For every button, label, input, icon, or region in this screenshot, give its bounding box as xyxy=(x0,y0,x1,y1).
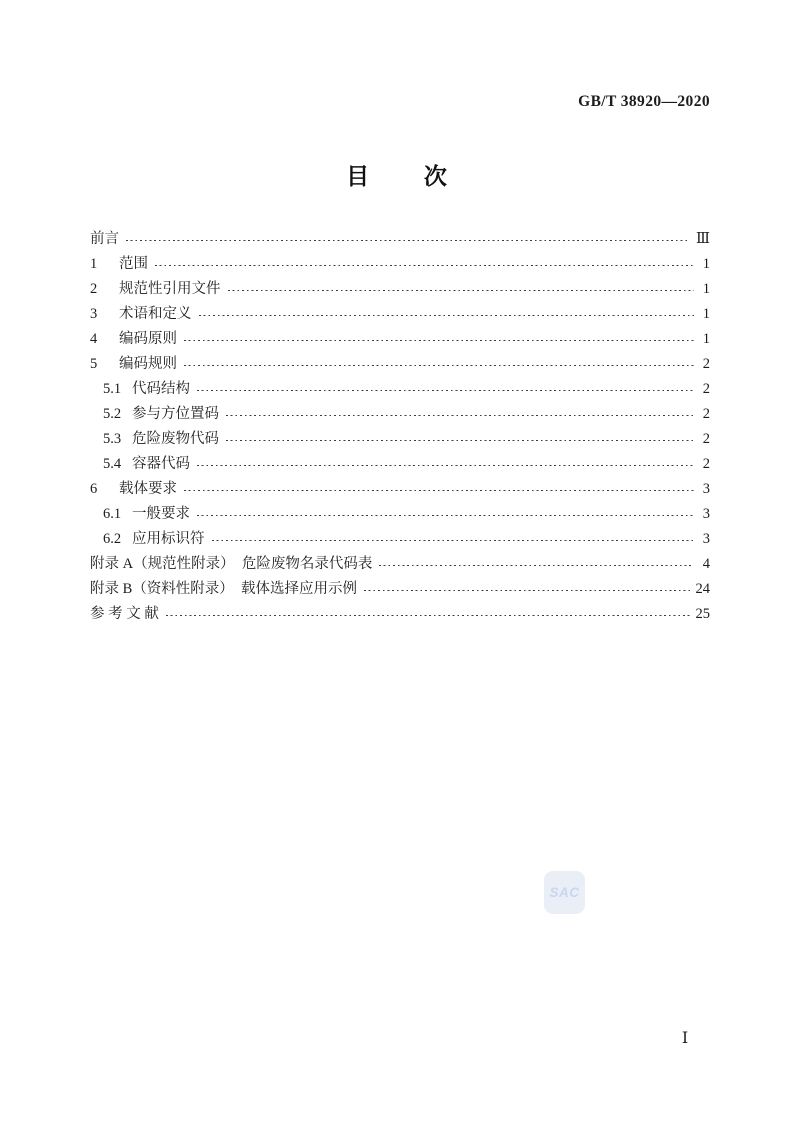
toc-entry xyxy=(90,452,710,477)
dot-leader xyxy=(212,540,695,542)
toc-entry xyxy=(90,427,710,452)
toc-entry-page: 25 xyxy=(695,606,710,622)
toc-entry-number: 6 xyxy=(90,481,98,497)
toc-entry-page: 1 xyxy=(702,306,710,322)
toc-entry-number: 6.2 xyxy=(103,531,122,547)
toc-entry-page: 2 xyxy=(702,431,710,447)
toc-entry-number: 5.1 xyxy=(103,381,122,397)
toc-entry-number: 2 xyxy=(90,281,98,297)
toc-entry-label: 一般要求 xyxy=(132,506,190,522)
toc-entry xyxy=(90,377,710,402)
dot-leader xyxy=(364,590,689,592)
toc-entry xyxy=(90,352,710,377)
toc-entry-label: 范围 xyxy=(119,256,148,272)
page-number: Ⅰ xyxy=(681,1030,689,1047)
toc-list xyxy=(90,227,710,627)
dot-leader xyxy=(379,565,694,567)
toc-entry xyxy=(90,327,710,352)
toc-title: 目 次 xyxy=(346,163,447,189)
toc-entry-number: 5.4 xyxy=(103,456,122,472)
dot-leader xyxy=(155,265,694,267)
toc-entry-page: Ⅲ xyxy=(696,231,710,247)
dot-leader xyxy=(197,390,694,392)
dot-leader xyxy=(184,340,694,342)
toc-entry-label: 编码规则 xyxy=(119,356,177,372)
toc-entry-label: 附录 B（资料性附录） 载体选择应用示例 xyxy=(90,581,358,597)
toc-entry-label: 附录 A（规范性附录） 危险废物名录代码表 xyxy=(90,556,373,572)
toc-entry-label: 危险废物代码 xyxy=(132,431,219,447)
toc-entry-label: 前言 xyxy=(90,231,119,247)
toc-entry-page: 2 xyxy=(702,456,710,472)
toc-entry-label: 容器代码 xyxy=(132,456,190,472)
toc-entry-page: 1 xyxy=(702,331,710,347)
toc-entry-number: 5.3 xyxy=(103,431,122,447)
dot-leader xyxy=(228,290,695,292)
dot-leader xyxy=(199,315,695,317)
toc-entry xyxy=(90,502,710,527)
toc-entry xyxy=(90,477,710,502)
toc-entry xyxy=(90,227,710,252)
sac-watermark-label: SAC xyxy=(549,885,580,900)
toc-entry-label: 编码原则 xyxy=(119,331,177,347)
toc-entry-label: 规范性引用文件 xyxy=(119,281,221,297)
toc-entry-number: 6.1 xyxy=(103,506,122,522)
standard-number: GB/T 38920—2020 xyxy=(578,93,710,110)
toc-entry xyxy=(90,552,710,577)
toc-entry-page: 24 xyxy=(695,581,710,597)
toc-entry-page: 3 xyxy=(702,531,710,547)
toc-entry-number: 3 xyxy=(90,306,98,322)
toc-entry-page: 2 xyxy=(702,356,710,372)
dot-leader xyxy=(126,240,690,242)
dot-leader xyxy=(184,490,694,492)
toc-entry-label: 载体要求 xyxy=(119,481,177,497)
dot-leader xyxy=(166,615,690,617)
toc-entry xyxy=(90,527,710,552)
toc-entry xyxy=(90,577,710,602)
toc-entry-label: 术语和定义 xyxy=(119,306,192,322)
toc-entry-number: 5.2 xyxy=(103,406,122,422)
toc-entry xyxy=(90,302,710,327)
toc-entry-label: 参 考 文 献 xyxy=(90,606,159,622)
dot-leader xyxy=(197,465,694,467)
toc-entry-page: 1 xyxy=(702,281,710,297)
toc-entry xyxy=(90,402,710,427)
toc-entry-number: 5 xyxy=(90,356,98,372)
dot-leader xyxy=(226,440,694,442)
toc-entry-page: 3 xyxy=(702,506,710,522)
toc-entry-number: 4 xyxy=(90,331,98,347)
toc-entry-page: 1 xyxy=(702,256,710,272)
toc-entry-label: 参与方位置码 xyxy=(132,406,219,422)
toc-entry-label: 应用标识符 xyxy=(132,531,205,547)
toc-entry-page: 4 xyxy=(702,556,710,572)
dot-leader xyxy=(184,365,694,367)
dot-leader xyxy=(226,415,694,417)
toc-entry-label: 代码结构 xyxy=(132,381,190,397)
sac-watermark xyxy=(544,871,585,914)
toc-entry-page: 2 xyxy=(702,406,710,422)
toc-entry xyxy=(90,602,710,627)
toc-entry xyxy=(90,252,710,277)
dot-leader xyxy=(197,515,694,517)
toc-entry-page: 3 xyxy=(702,481,710,497)
toc-entry-page: 2 xyxy=(702,381,710,397)
toc-entry xyxy=(90,277,710,302)
toc-entry-number: 1 xyxy=(90,256,98,272)
